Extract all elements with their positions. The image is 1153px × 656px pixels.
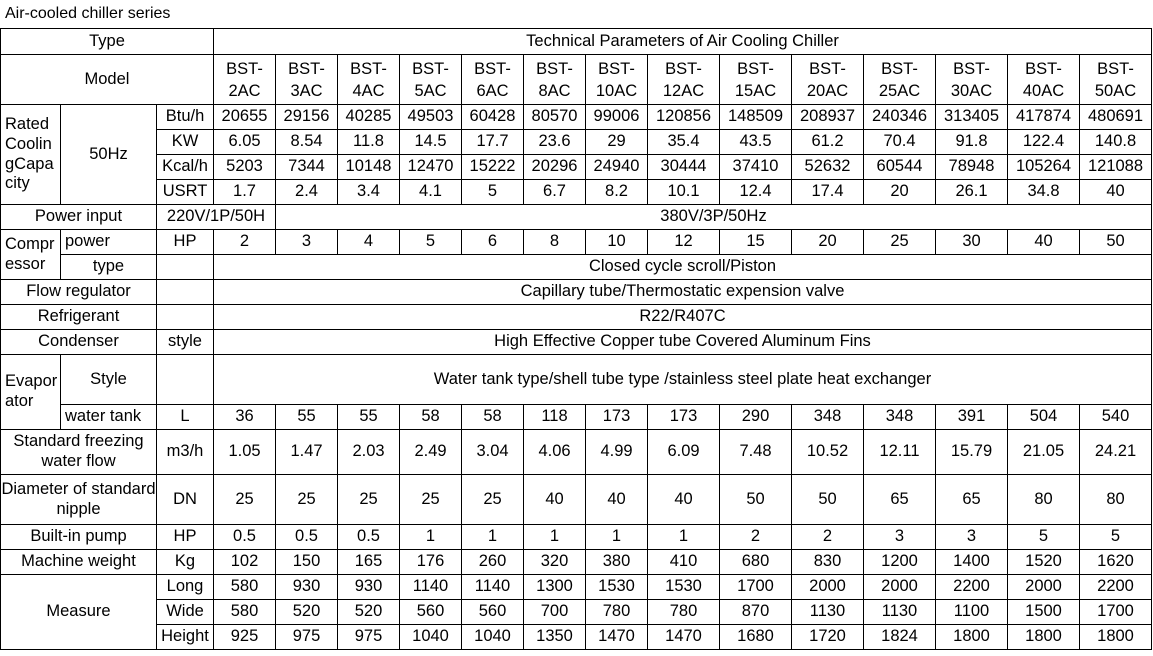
compressor-power-row [1,230,1152,255]
cooling-value: 29156 [276,105,338,130]
measure-value: 1800 [1008,625,1080,650]
model-line1: BST- [412,59,449,78]
evaporator-tank-value: 348 [864,405,936,430]
flow-regulator-label: Flow regulator [1,280,157,305]
cooling-value: 30444 [648,155,720,180]
model-cell [338,55,400,105]
model-label: Model [1,55,214,105]
nipple-value: 65 [936,475,1008,525]
cooling-value: 78948 [936,155,1008,180]
evaporator-style-label: Style [61,355,157,405]
cooling-value: 121088 [1080,155,1152,180]
evaporator-tank-value: 55 [276,405,338,430]
model-line2: 20AC [806,81,849,100]
measure-value: 1140 [400,575,462,600]
pump-value: 1 [400,525,462,550]
water-flow-value: 12.11 [864,430,936,475]
measure-unit: Wide [157,600,214,625]
cooling-value: 105264 [1008,155,1080,180]
nipple-value: 40 [524,475,586,525]
refrigerant-value: R22/R407C [214,305,1152,330]
pump-unit: HP [157,525,214,550]
measure-value: 975 [338,625,400,650]
power-input-single-phase: 220V/1P/50H [157,205,276,230]
weight-value: 150 [276,550,338,575]
weight-value: 260 [462,550,524,575]
compressor-power-value: 25 [864,230,936,255]
evaporator-style-value: Water tank type/shell tube type /stainless steel plate heat exchanger [214,355,1152,405]
nipple-value: 40 [586,475,648,525]
table-title: Air-cooled chiller series [5,5,171,22]
weight-value: 176 [400,550,462,575]
condenser-label: Condenser [1,330,157,355]
measure-value: 2000 [792,575,864,600]
cooling-value: 20 [864,180,936,205]
cooling-value: 37410 [720,155,792,180]
model-cell [864,55,936,105]
model-line1: BST- [474,59,511,78]
cooling-value: 4.1 [400,180,462,205]
cooling-value: 60428 [462,105,524,130]
condenser-style-label: style [157,330,214,355]
measure-value: 2200 [1080,575,1152,600]
water-flow-value: 1.47 [276,430,338,475]
evaporator-label: Evaporator [1,355,61,430]
cooling-value: 12.4 [720,180,792,205]
water-flow-value: 4.99 [586,430,648,475]
measure-value: 560 [400,600,462,625]
model-line1: BST- [881,59,918,78]
water-flow-value: 1.05 [214,430,276,475]
cooling-unit: Kcal/h [157,155,214,180]
compressor-power-value: 30 [936,230,1008,255]
power-input-label: Power input [1,205,157,230]
model-line2: 50AC [1094,81,1137,100]
measure-value: 930 [276,575,338,600]
model-cell [214,55,276,105]
measure-value: 520 [338,600,400,625]
pump-value: 0.5 [276,525,338,550]
cooling-value: 49503 [400,105,462,130]
model-line2: 25AC [878,81,921,100]
measure-value: 1350 [524,625,586,650]
power-input-row [1,205,1152,230]
evaporator-tank-value: 55 [338,405,400,430]
weight-row [1,550,1152,575]
cooling-value: 24940 [586,155,648,180]
nipple-unit: DN [157,475,214,525]
evaporator-tank-value: 118 [524,405,586,430]
weight-value: 410 [648,550,720,575]
type-row [1,29,1152,55]
nipple-value: 25 [214,475,276,525]
nipple-row [1,475,1152,525]
pump-value: 5 [1080,525,1152,550]
cooling-value: 80570 [524,105,586,130]
nipple-label: Diameter of standard nipple [1,475,157,525]
cooling-value: 10148 [338,155,400,180]
nipple-value: 25 [338,475,400,525]
cooling-value: 10.1 [648,180,720,205]
evaporator-tank-value: 58 [462,405,524,430]
compressor-type-row [1,255,1152,280]
compressor-power-value: 10 [586,230,648,255]
measure-value: 780 [586,600,648,625]
cooling-value: 3.4 [338,180,400,205]
model-line2: 3AC [290,81,323,100]
measure-value: 520 [276,600,338,625]
power-input-three-phase: 380V/3P/50Hz [276,205,1152,230]
cooling-value: 6.05 [214,130,276,155]
cooling-unit: KW [157,130,214,155]
flow-regulator-row [1,280,1152,305]
measure-value: 1700 [720,575,792,600]
model-line1: BST- [665,59,702,78]
model-cell [1080,55,1152,105]
weight-value: 680 [720,550,792,575]
pump-value: 3 [936,525,1008,550]
evaporator-tank-value: 348 [792,405,864,430]
cooling-row [1,180,1152,205]
model-line2: 30AC [950,81,993,100]
measure-value: 930 [338,575,400,600]
cooling-value: 17.7 [462,130,524,155]
measure-value: 560 [462,600,524,625]
pump-label: Built-in pump [1,525,157,550]
compressor-power-label: power [61,230,157,255]
model-line1: BST- [350,59,387,78]
cooling-value: 17.4 [792,180,864,205]
evaporator-tank-value: 173 [586,405,648,430]
compressor-power-value: 4 [338,230,400,255]
cooling-value: 1.7 [214,180,276,205]
cooling-value: 26.1 [936,180,1008,205]
cooling-row [1,155,1152,180]
cooling-value: 7344 [276,155,338,180]
evaporator-tank-value: 391 [936,405,1008,430]
blank-cell [157,355,214,405]
measure-value: 1130 [864,600,936,625]
cooling-value: 52632 [792,155,864,180]
cooling-value: 313405 [936,105,1008,130]
measure-value: 925 [214,625,276,650]
measure-value: 1530 [586,575,648,600]
cooling-value: 6.7 [524,180,586,205]
cooling-unit: USRT [157,180,214,205]
water-flow-value: 7.48 [720,430,792,475]
nipple-value: 80 [1080,475,1152,525]
evaporator-tank-unit: L [157,405,214,430]
compressor-power-value: 12 [648,230,720,255]
measure-value: 1300 [524,575,586,600]
measure-value: 2200 [936,575,1008,600]
measure-value: 1530 [648,575,720,600]
cooling-value: 61.2 [792,130,864,155]
cooling-value: 91.8 [936,130,1008,155]
condenser-value: High Effective Copper tube Covered Aluminum Fins [214,330,1152,355]
compressor-label: Compressor [1,230,61,280]
model-line1: BST- [536,59,573,78]
evaporator-tank-value: 540 [1080,405,1152,430]
measure-value: 780 [648,600,720,625]
nipple-value: 80 [1008,475,1080,525]
water-flow-value: 3.04 [462,430,524,475]
water-flow-row [1,430,1152,475]
weight-label: Machine weight [1,550,157,575]
cooling-value: 140.8 [1080,130,1152,155]
compressor-power-value: 2 [214,230,276,255]
cooling-frequency: 50Hz [61,105,157,205]
cooling-unit: Btu/h [157,105,214,130]
model-cell [648,55,720,105]
water-flow-value: 21.05 [1008,430,1080,475]
cooling-value: 20296 [524,155,586,180]
spec-table [0,28,1152,650]
pump-value: 1 [586,525,648,550]
nipple-value: 25 [276,475,338,525]
model-line2: 5AC [414,81,447,100]
measure-value: 1720 [792,625,864,650]
compressor-power-value: 50 [1080,230,1152,255]
cooling-value: 122.4 [1008,130,1080,155]
model-line1: BST- [809,59,846,78]
compressor-power-value: 40 [1008,230,1080,255]
evaporator-tank-value: 173 [648,405,720,430]
pump-value: 0.5 [214,525,276,550]
measure-value: 580 [214,575,276,600]
nipple-value: 25 [400,475,462,525]
model-line1: BST- [1097,59,1134,78]
compressor-power-value: 6 [462,230,524,255]
cooling-value: 120856 [648,105,720,130]
blank-cell [157,255,214,280]
refrigerant-row [1,305,1152,330]
cooling-value: 417874 [1008,105,1080,130]
model-line2: 12AC [662,81,705,100]
model-cell [276,55,338,105]
cooling-value: 23.6 [524,130,586,155]
cooling-value: 148509 [720,105,792,130]
cooling-value: 20655 [214,105,276,130]
measure-row [1,575,1152,600]
weight-value: 830 [792,550,864,575]
model-line2: 8AC [538,81,571,100]
cooling-value: 5203 [214,155,276,180]
measure-unit: Long [157,575,214,600]
cooling-value: 14.5 [400,130,462,155]
cooling-value: 43.5 [720,130,792,155]
model-line2: 40AC [1022,81,1065,100]
model-line2: 15AC [734,81,777,100]
flow-regulator-value: Capillary tube/Thermostatic expension valve [214,280,1152,305]
blank-cell [157,305,214,330]
cooling-value: 40285 [338,105,400,130]
model-line1: BST- [288,59,325,78]
model-line2: 4AC [352,81,385,100]
type-value: Technical Parameters of Air Cooling Chiller [214,29,1152,55]
pump-row [1,525,1152,550]
weight-value: 165 [338,550,400,575]
measure-value: 1040 [400,625,462,650]
cooling-value: 29 [586,130,648,155]
evaporator-tank-value: 36 [214,405,276,430]
weight-value: 320 [524,550,586,575]
measure-value: 1130 [792,600,864,625]
cooling-value: 60544 [864,155,936,180]
measure-value: 1680 [720,625,792,650]
measure-value: 1040 [462,625,524,650]
model-cell [792,55,864,105]
weight-value: 1520 [1008,550,1080,575]
nipple-value: 50 [792,475,864,525]
compressor-power-value: 15 [720,230,792,255]
measure-value: 580 [214,600,276,625]
type-label: Type [1,29,214,55]
water-flow-value: 10.52 [792,430,864,475]
model-line1: BST- [598,59,635,78]
water-flow-value: 24.21 [1080,430,1152,475]
measure-row [1,600,1152,625]
nipple-value: 25 [462,475,524,525]
weight-value: 380 [586,550,648,575]
water-flow-value: 15.79 [936,430,1008,475]
pump-value: 2 [792,525,864,550]
compressor-power-value: 8 [524,230,586,255]
compressor-power-value: 5 [400,230,462,255]
cooling-label: Rated CoolingCapacity [1,105,61,205]
measure-value: 975 [276,625,338,650]
compressor-power-value: 3 [276,230,338,255]
measure-value: 1470 [648,625,720,650]
measure-label: Measure [1,575,157,650]
evaporator-tank-value: 504 [1008,405,1080,430]
weight-value: 1400 [936,550,1008,575]
pump-value: 3 [864,525,936,550]
cooling-value: 8.54 [276,130,338,155]
pump-value: 1 [462,525,524,550]
pump-value: 5 [1008,525,1080,550]
model-cell [1008,55,1080,105]
water-flow-value: 6.09 [648,430,720,475]
model-cell [936,55,1008,105]
measure-value: 1800 [1080,625,1152,650]
cooling-value: 35.4 [648,130,720,155]
model-cell [524,55,586,105]
weight-value: 1620 [1080,550,1152,575]
evaporator-style-row [1,355,1152,405]
model-cell [400,55,462,105]
pump-value: 1 [524,525,586,550]
measure-value: 1100 [936,600,1008,625]
cooling-value: 15222 [462,155,524,180]
model-line1: BST- [737,59,774,78]
nipple-value: 40 [648,475,720,525]
pump-value: 0.5 [338,525,400,550]
cooling-value: 70.4 [864,130,936,155]
weight-unit: Kg [157,550,214,575]
nipple-value: 65 [864,475,936,525]
cooling-row [1,105,1152,130]
measure-value: 1140 [462,575,524,600]
compressor-power-unit: HP [157,230,214,255]
refrigerant-label: Refrigerant [1,305,157,330]
pump-value: 1 [648,525,720,550]
model-line2: 10AC [595,81,638,100]
evaporator-tank-value: 58 [400,405,462,430]
evaporator-tank-label: water tank [61,405,157,430]
model-line1: BST- [226,59,263,78]
measure-value: 1700 [1080,600,1152,625]
measure-value: 1470 [586,625,648,650]
measure-value: 1824 [864,625,936,650]
cooling-value: 12470 [400,155,462,180]
blank-cell [157,280,214,305]
cooling-value: 11.8 [338,130,400,155]
model-row [1,55,1152,105]
weight-value: 102 [214,550,276,575]
water-flow-label: Standard freezing water flow [1,430,157,475]
measure-row [1,625,1152,650]
model-cell [586,55,648,105]
cooling-value: 240346 [864,105,936,130]
weight-value: 1200 [864,550,936,575]
measure-value: 2000 [864,575,936,600]
model-cell [720,55,792,105]
water-flow-value: 4.06 [524,430,586,475]
measure-value: 870 [720,600,792,625]
cooling-value: 2.4 [276,180,338,205]
measure-unit: Height [157,625,214,650]
measure-value: 1800 [936,625,1008,650]
compressor-type-label: type [61,255,157,280]
water-flow-value: 2.03 [338,430,400,475]
cooling-value: 40 [1080,180,1152,205]
measure-value: 700 [524,600,586,625]
condenser-row [1,330,1152,355]
water-flow-unit: m3/h [157,430,214,475]
pump-value: 2 [720,525,792,550]
nipple-value: 50 [720,475,792,525]
compressor-power-value: 20 [792,230,864,255]
cooling-value: 8.2 [586,180,648,205]
model-line1: BST- [1025,59,1062,78]
model-cell [462,55,524,105]
evaporator-tank-value: 290 [720,405,792,430]
cooling-value: 5 [462,180,524,205]
cooling-value: 99006 [586,105,648,130]
water-flow-value: 2.49 [400,430,462,475]
evaporator-tank-row [1,405,1152,430]
model-line2: 6AC [476,81,509,100]
cooling-value: 480691 [1080,105,1152,130]
measure-value: 2000 [1008,575,1080,600]
cooling-value: 208937 [792,105,864,130]
compressor-type-value: Closed cycle scroll/Piston [214,255,1152,280]
cooling-row [1,130,1152,155]
model-line1: BST- [953,59,990,78]
cooling-value: 34.8 [1008,180,1080,205]
model-line2: 2AC [228,81,261,100]
measure-value: 1500 [1008,600,1080,625]
